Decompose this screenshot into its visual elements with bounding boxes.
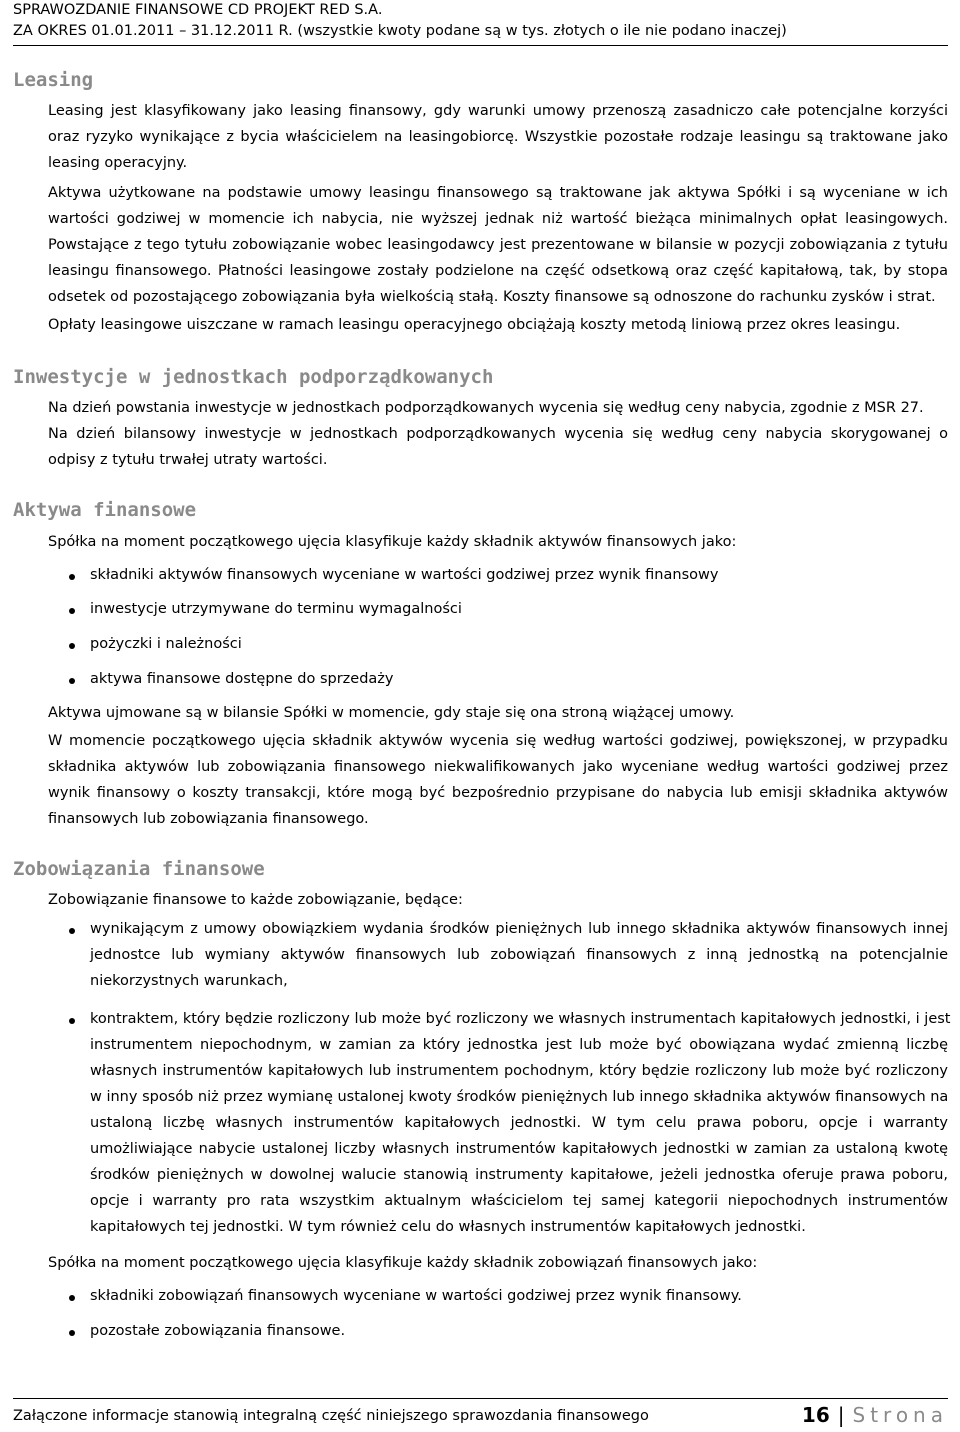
text-line: środków pieniężnych w dowolnej walucie stanowią instrumenty kapitałowe, jeżeli jednostka oferuje prawa poboru, — [90, 1167, 948, 1183]
text-line: leasingu finansowego. Płatności leasingowe zostały podzielone na część odsetkową oraz część kapitałową, tak, by stopa — [48, 263, 948, 279]
text-line: opcje i warranty pro rata wszystkim aktualnym właścicielom tej samej kategorii niepochodnych instrumentów — [90, 1193, 948, 1209]
bullet-icon — [69, 678, 75, 684]
text-line: jednostce lub wymiany aktywów finansowych lub zobowiązań finansowych z inną jednostką na potencjalnie — [90, 947, 948, 963]
page-indicator — [802, 1400, 948, 1430]
list-item — [90, 916, 948, 994]
list-item: aktywa finansowe dostępne do sprzedaży — [90, 671, 394, 687]
text-line: wynik finansowy o koszty transakcji, które mogą być bezpośrednio przypisane do nabycia lub emisji składnika aktywów — [48, 785, 948, 801]
list-item: pozostałe zobowiązania finansowe. — [90, 1323, 346, 1339]
text-line: Aktywa ujmowane są w bilansie Spółki w momencie, gdy staje się ona stroną wiążącej umowy. — [48, 705, 735, 721]
text-line: Spółka na moment początkowego ujęcia klasyfikuje każdy składnik zobowiązań finansowych jako: — [48, 1255, 758, 1271]
investments-paragraph-1 — [48, 395, 948, 421]
page-header — [13, 0, 948, 42]
text-line: kapitałowych tej jednostki. W tym również celu do własnych instrumentów kapitałowych jednostki. — [90, 1219, 806, 1235]
leasing-paragraph-2 — [48, 180, 948, 310]
text-line: wartości godziwej w momencie ich nabycia, nie wyższej jednak niż wartość bieżąca minimalnych opłat leasingowych. — [48, 211, 948, 227]
text-line: oraz ryzyko wynikające z bycia właścicielem na leasingobiorcę. Wszystkie pozostałe rodzaje leasingu są traktowane jako — [48, 129, 948, 145]
text-line: odsetek od pozostającego zobowiązania była wielkością stałą. Koszty finansowe są odnoszone do rachunku zysków i strat. — [48, 289, 936, 305]
assets-paragraph-2 — [48, 728, 948, 832]
bullet-icon — [69, 608, 75, 614]
section-heading-investments: Inwestycje w jednostkach podporządkowanych — [13, 366, 494, 388]
text-line: Opłaty leasingowe uiszczane w ramach leasingu operacyjnego obciążają koszty metodą liniową przez okres leasingu. — [48, 317, 901, 333]
page-number: 16 — [801, 1403, 830, 1427]
investments-paragraph-2 — [48, 421, 948, 473]
bullet-icon — [69, 1330, 75, 1336]
list-item: inwestycje utrzymywane do terminu wymagalności — [90, 601, 462, 617]
text-line: odpisy z tytułu trwałej utraty wartości. — [48, 452, 328, 468]
bullet-icon — [69, 928, 75, 934]
assets-intro — [48, 529, 948, 555]
header-divider — [13, 45, 948, 46]
leasing-paragraph-1 — [48, 98, 948, 176]
report-title: SPRAWOZDANIE FINANSOWE CD PROJEKT RED S.A. — [13, 2, 383, 18]
list-item: składniki zobowiązań finansowych wyceniane w wartości godziwej przez wynik finansowy. — [90, 1288, 742, 1304]
text-line: Zobowiązanie finansowe to każde zobowiązanie, będące: — [48, 892, 463, 908]
bullet-icon — [69, 643, 75, 649]
list-item — [90, 1006, 951, 1240]
section-heading-assets: Aktywa finansowe — [13, 499, 197, 521]
text-line: Aktywa użytkowane na podstawie umowy leasingu finansowego są traktowane jak aktywa Spółki i są wyceniane w ich — [48, 185, 948, 201]
liabilities-intro — [48, 887, 948, 913]
text-line: instrumentem niepochodnym, w zamian za który jednostka jest lub może być obowiązana wydać zmienną liczbę — [90, 1037, 948, 1053]
assets-paragraph-1 — [48, 700, 948, 726]
text-line: ustaloną liczbę własnych instrumentów kapitałowych jednostki. W tym celu prawa poboru, opcje i warranty — [90, 1115, 948, 1131]
bullet-icon — [69, 574, 75, 580]
leasing-paragraph-3 — [48, 312, 948, 338]
report-period: ZA OKRES 01.01.2011 – 31.12.2011 R. (wszystkie kwoty podane są w tys. złotych o ile nie podano inaczej) — [13, 23, 787, 39]
text-line: leasing operacyjny. — [48, 155, 188, 171]
list-item: pożyczki i należności — [90, 636, 242, 652]
text-line: W momencie początkowego ujęcia składnik aktywów wycenia się według wartości godziwej, powiększonej, w przypadku — [48, 733, 948, 749]
text-line: Na dzień powstania inwestycje w jednostkach podporządkowanych wycenia się według ceny nabycia, zgodnie z MSR 27. — [48, 400, 924, 416]
text-line: Powstające z tego tytułu zobowiązanie wobec leasingodawcy jest prezentowane w bilansie w pozycji zobowiązania z tytułu — [48, 237, 948, 253]
bullet-icon — [69, 1018, 75, 1024]
text-line: w inny sposób niż przez wymianę ustalonej kwoty środków pieniężnych lub innego składnika aktywów finansowych na — [90, 1089, 949, 1105]
text-line: Leasing jest klasyfikowany jako leasing finansowy, gdy warunki umowy przenoszą zasadniczo całe potencjalne korzyści — [48, 103, 948, 119]
text-line: niekorzystnych warunkach, — [90, 973, 288, 989]
text-line: umożliwiające nabycie ustalonej liczby własnych instrumentów kapitałowych jednostki w zamian za ustaloną kwotę — [90, 1141, 948, 1157]
footer-note: Załączone informacje stanowią integralną część niniejszego sprawozdania finansowego — [13, 1408, 649, 1424]
text-line: własnych instrumentów kapitałowych lub instrumentem pochodnym, który będzie rozliczony lub może być rozliczony — [90, 1063, 948, 1079]
page-label: Strona — [852, 1403, 948, 1427]
text-line: Spółka na moment początkowego ujęcia klasyfikuje każdy składnik aktywów finansowych jako: — [48, 534, 737, 550]
section-heading-liabilities: Zobowiązania finansowe — [13, 858, 265, 880]
bullet-icon — [69, 1295, 75, 1301]
text-line: kontraktem, który będzie rozliczony lub może być rozliczony we własnych instrumentach kapitałowych jednostki, i jest — [90, 1011, 951, 1027]
liabilities-intro-2 — [48, 1250, 948, 1276]
section-heading-leasing: Leasing — [13, 69, 94, 91]
text-line: wynikającym z umowy obowiązkiem wydania środków pieniężnych lub innego składnika aktywów finansowych innej — [90, 921, 948, 937]
page-separator: | — [837, 1403, 845, 1427]
text-line: finansowych lub zobowiązania finansowego. — [48, 811, 369, 827]
footer-divider — [13, 1398, 948, 1399]
text-line: składnika aktywów lub zobowiązania finansowego niekwalifikowanych jako wyceniane według wartości godziwej przez — [48, 759, 948, 775]
list-item: składniki aktywów finansowych wyceniane w wartości godziwej przez wynik finansowy — [90, 567, 719, 583]
text-line: Na dzień bilansowy inwestycje w jednostkach podporządkowanych wycenia się według ceny nabycia skorygowanej o — [48, 426, 948, 442]
